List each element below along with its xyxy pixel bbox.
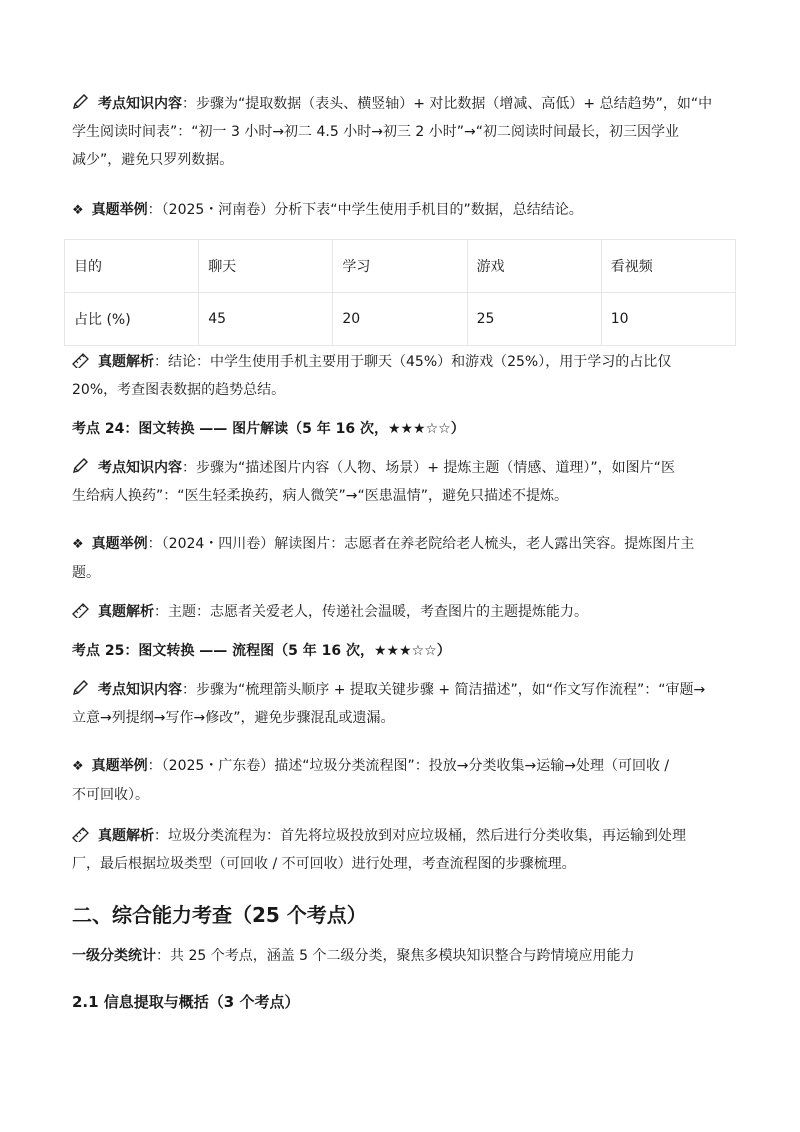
analysis-block-phone: 真题解析：结论：中学生使用手机主要用于聊天（45%）和游戏（25%），用于学习的占比仅 20%，考查图表数据的趋势总结。	[72, 354, 672, 398]
table-cell: 学习	[333, 240, 467, 293]
pencil-icon	[72, 680, 90, 696]
knowledge-block-image: 考点知识内容：步骤为“描述图片内容（人物、场景）+ 提炼主题（情感、道理）”，如图片“医 生给病人换药”：“医生轻柔换药，病人微笑”→“医患温情”，避免只描述不提炼。	[72, 460, 675, 504]
table-cell: 目的	[65, 240, 199, 293]
section-2-heading: 二、综合能力考查（25 个考点）	[72, 903, 367, 927]
table-row	[65, 293, 736, 346]
analysis-block-flowchart: 真题解析：垃圾分类流程为：首先将垃圾投放到对应垃圾桶，然后进行分类收集，再运输到处理 厂，最后根据垃圾类型（可回收 / 不可回收）进行处理，考查流程图的步骤梳理。	[72, 828, 686, 872]
knowledge-label: 考点知识内容	[98, 96, 182, 112]
stats-label: 一级分类统计	[72, 948, 156, 964]
table-cell: 看视频	[601, 240, 735, 293]
table-cell: 45	[199, 293, 333, 346]
table-cell: 25	[467, 293, 601, 346]
ruler-pencil-icon	[72, 826, 90, 842]
knowledge-label: 考点知识内容	[98, 682, 182, 698]
example-block-image: ❖ 真题举例：（2024・四川卷）解读图片：志愿者在养老院给老人梳头，老人露出笑容。提炼图片主 题。	[72, 530, 742, 587]
pencil-icon	[72, 458, 90, 474]
table-cell: 10	[601, 293, 735, 346]
diamond-bullet-icon: ❖	[72, 203, 84, 218]
subsection-2-1-heading: 2.1 信息提取与概括（3 个考点）	[72, 993, 300, 1011]
example-block-phone: ❖ 真题举例：（2025・河南卷）分析下表“中学生使用手机目的”数据，总结结论。	[72, 196, 742, 225]
point-24-heading: 考点 24：图文转换 —— 图片解读（5 年 16 次，★★★☆☆）	[72, 421, 465, 437]
phone-usage-table	[64, 239, 736, 346]
example-label: 真题举例	[91, 536, 148, 552]
diamond-bullet-icon: ❖	[72, 537, 84, 552]
table-cell: 聊天	[199, 240, 333, 293]
example-label: 真题举例	[91, 202, 148, 218]
table-cell: 游戏	[467, 240, 601, 293]
table-cell: 占比 (%)	[65, 293, 199, 346]
analysis-label: 真题解析	[98, 828, 154, 844]
table-header-row	[65, 240, 736, 293]
point-25-heading: 考点 25：图文转换 —— 流程图（5 年 16 次，★★★☆☆）	[72, 643, 451, 659]
table-cell: 20	[333, 293, 467, 346]
example-label: 真题举例	[91, 758, 148, 774]
ruler-pencil-icon	[72, 602, 90, 618]
knowledge-block-flowchart: 考点知识内容：步骤为“梳理箭头顺序 + 提取关键步骤 + 简洁描述”，如“作文写作流程”：“审题→ 立意→列提纲→写作→修改”，避免步骤混乱或遗漏。	[72, 682, 706, 726]
analysis-block-image: 真题解析：主题：志愿者关爱老人，传递社会温暖，考查图片的主题提炼能力。	[72, 598, 742, 626]
ruler-pencil-icon	[72, 352, 90, 368]
analysis-label: 真题解析	[98, 604, 154, 620]
analysis-label: 真题解析	[98, 354, 154, 370]
pencil-icon	[72, 94, 90, 110]
category-stats: 一级分类统计：共 25 个考点，涵盖 5 个二级分类，聚焦多模块知识整合与跨情境应用能力	[72, 948, 635, 964]
knowledge-label: 考点知识内容	[98, 460, 182, 476]
example-block-flowchart: ❖ 真题举例：（2025・广东卷）描述“垃圾分类流程图”：投放→分类收集→运输→处理（可回收 / 不可回收）。	[72, 752, 742, 809]
diamond-bullet-icon: ❖	[72, 759, 84, 774]
knowledge-block-chart: 考点知识内容：步骤为“提取数据（表头、横竖轴）+ 对比数据（增减、高低）+ 总结趋势”，如“中 学生阅读时间表”：“初一 3 小时→初二 4.5 小时→初三 2 小时”→“初二阅读时间最长，初三因学业 减少”，避免只罗列数据。	[72, 96, 713, 168]
